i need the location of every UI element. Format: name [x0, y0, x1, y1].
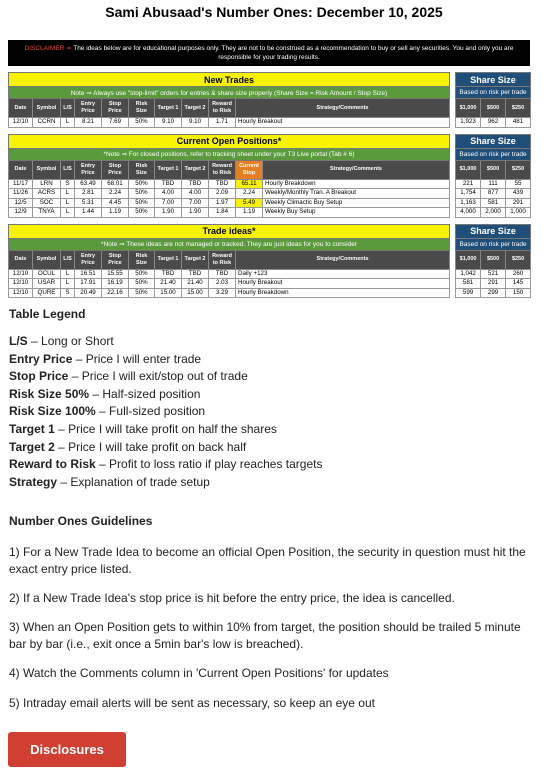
column-header: Stop Price [102, 99, 129, 118]
cell-share-s1000: 1,042 [456, 269, 481, 279]
page-title: Sami Abusaad's Number Ones: December 10, 2025 [105, 4, 443, 20]
cell-date: 12/5 [9, 198, 33, 208]
cell-t1: TBD [155, 179, 182, 189]
legend-heading: Table Legend [9, 307, 86, 321]
cell-share-s500: 877 [481, 189, 506, 199]
column-header-share: $250 [506, 160, 531, 179]
cell-t1: 7.00 [155, 198, 182, 208]
column-header-share: $1,000 [456, 250, 481, 269]
legend-definition: – Long or Short [27, 334, 114, 348]
cell-ls: S [61, 179, 75, 189]
cell-ls: L [61, 198, 75, 208]
cell-stop: 2.24 [102, 189, 129, 199]
column-header: Stop Price [102, 160, 129, 179]
cell-share-s1000: 1,923 [456, 118, 481, 128]
cell-t1: 4.00 [155, 189, 182, 199]
cell-share-s250: 260 [506, 269, 531, 279]
cell-share-s500: 962 [481, 118, 506, 128]
table-row [9, 189, 531, 199]
cell-share-s500: 299 [481, 288, 506, 298]
legend-term: Risk Size 100% [9, 404, 96, 419]
column-header-share: $250 [506, 99, 531, 118]
column-header: Target 1 [155, 250, 182, 269]
cell-date: 12/10 [9, 118, 33, 128]
legend-item [9, 456, 539, 474]
open_positions-title-row [9, 134, 531, 148]
cell-date: 11/26 [9, 189, 33, 199]
legend-term: Stop Price [9, 369, 69, 384]
legend-definition: – Full-sized position [95, 404, 206, 419]
legend-item [9, 386, 539, 404]
cell-t1: 15.00 [155, 288, 182, 298]
table-row [9, 288, 531, 298]
cell-stop: 7.69 [102, 118, 129, 128]
cell-rr: 3.29 [209, 288, 236, 298]
column-header-share: $1,000 [456, 99, 481, 118]
cell-risk: 50% [129, 118, 155, 128]
table-row [9, 198, 531, 208]
cell-stop: 16.19 [102, 279, 129, 289]
cell-rr: 2.03 [209, 279, 236, 289]
cell-risk: 50% [129, 279, 155, 289]
legend-term: Entry Price [9, 351, 73, 366]
cell-share-s250: 439 [506, 189, 531, 199]
column-header: Date [9, 160, 33, 179]
cell-risk: 50% [129, 208, 155, 218]
legend-term: Reward to Risk [9, 457, 96, 472]
cell-share-s500: 521 [481, 269, 506, 279]
column-header: Target 2 [182, 250, 209, 269]
legend-item [9, 421, 539, 439]
cell-ls: L [61, 269, 75, 279]
new_trades-header-row [9, 99, 531, 118]
cell-symbol: USAR [33, 279, 61, 289]
legend-definition: – Price I will take profit on back half [54, 439, 247, 454]
cell-t1: TBD [155, 269, 182, 279]
cell-share-s500: 2,000 [481, 208, 506, 218]
column-header: Symbol [33, 160, 61, 179]
column-header: L/S [61, 160, 75, 179]
trade_ideas-title-row [9, 224, 531, 238]
cell-entry: 16.51 [75, 269, 102, 279]
cell-t2: TBD [182, 179, 209, 189]
guideline-3: 3) When an Open Position gets to within 10% from target, the position should be trailed 5 minute bar by bar (i.e., exit once a 5min bar's low is breached). [9, 620, 521, 651]
cell-current-stop: 65.11 [236, 179, 263, 189]
disclosures-button[interactable]: Disclosures [8, 732, 126, 767]
new_trades-title: New Trades [9, 73, 450, 87]
cell-t2: 1.90 [182, 208, 209, 218]
column-header: Risk Size [129, 250, 155, 269]
column-header: Symbol [33, 250, 61, 269]
column-header-share: $500 [481, 250, 506, 269]
cell-share-s250: 291 [506, 198, 531, 208]
cell-share-s250: 481 [506, 118, 531, 128]
legend-item [9, 351, 539, 369]
legend-term: Target 2 [9, 439, 55, 454]
guidelines-heading: Number Ones Guidelines [9, 514, 153, 528]
cell-date: 12/10 [9, 288, 33, 298]
guideline-4: 4) Watch the Comments column in 'Current Open Positions' for updates [9, 666, 389, 680]
new_trades-share-size-label: Share Size [456, 73, 531, 87]
trade_ideas-share-basis: Based on risk per trade [456, 238, 531, 250]
cell-risk: 50% [129, 189, 155, 199]
cell-rr: 1.71 [209, 118, 236, 128]
legend-term: Risk Size 50% [9, 386, 90, 401]
disclaimer-label: DISCLAIMER ⇒ [24, 45, 72, 52]
cell-strategy: Hourly Breakdown [263, 179, 450, 189]
cell-share-s250: 1,000 [506, 208, 531, 218]
legend-definition: – Half-sized position [89, 386, 201, 401]
cell-symbol: CCRN [33, 118, 61, 128]
cell-share-s500: 581 [481, 198, 506, 208]
guideline-5: 5) Intraday email alerts will be sent as necessary, so keep an eye out [9, 696, 375, 710]
new_trades-title-row [9, 73, 531, 87]
legend-item [9, 403, 539, 421]
open_positions-header-row [9, 160, 531, 179]
table-row [9, 179, 531, 189]
cell-strategy: Weekly/Monthly Tran. A Breakout [263, 189, 450, 199]
cell-t1: 9.10 [155, 118, 182, 128]
legend-item [9, 333, 539, 351]
cell-ls: L [61, 118, 75, 128]
legend-definition: – Profit to loss ratio if play reaches targets [95, 457, 323, 472]
cell-symbol: OCUL [33, 269, 61, 279]
open_positions-share-basis: Based on risk per trade [456, 148, 531, 160]
cell-date: 12/10 [9, 279, 33, 289]
cell-stop: 1.19 [102, 208, 129, 218]
cell-entry: 17.91 [75, 279, 102, 289]
legend-definition: – Explanation of trade setup [57, 474, 210, 489]
cell-share-s1000: 1,163 [456, 198, 481, 208]
cell-current-stop: 1.19 [236, 208, 263, 218]
cell-share-s500: 111 [481, 179, 506, 189]
cell-share-s250: 150 [506, 288, 531, 298]
column-header: Entry Price [75, 99, 102, 118]
column-header: Entry Price [75, 250, 102, 269]
cell-share-s1000: 581 [456, 279, 481, 289]
cell-entry: 63.49 [75, 179, 102, 189]
cell-share-s500: 291 [481, 279, 506, 289]
table-row [9, 208, 531, 218]
column-header-strategy: Strategy/Comments [236, 99, 450, 118]
legend-definition: – Price I will take profit on half the shares [54, 421, 277, 436]
cell-ls: L [61, 279, 75, 289]
cell-share-s1000: 599 [456, 288, 481, 298]
legend-term: Target 1 [9, 421, 55, 436]
cell-date: 11/17 [9, 179, 33, 189]
cell-rr: 2.09 [209, 189, 236, 199]
column-header: Reward to Risk [209, 160, 236, 179]
trade_ideas-share-size-label: Share Size [456, 224, 531, 238]
cell-ls: L [61, 208, 75, 218]
cell-current-stop: 2.24 [236, 189, 263, 199]
column-header: Target 2 [182, 160, 209, 179]
column-header-strategy: Strategy/Comments [263, 160, 450, 179]
cell-t1: 21.40 [155, 279, 182, 289]
cell-stop: 22.16 [102, 288, 129, 298]
column-header: Target 1 [155, 99, 182, 118]
cell-t2: 9.10 [182, 118, 209, 128]
cell-strategy: Hourly Breakout [236, 118, 450, 128]
column-header: Reward to Risk [209, 250, 236, 269]
cell-symbol: QURE [33, 288, 61, 298]
column-header-strategy: Strategy/Comments [236, 250, 450, 269]
column-header: Risk Size [129, 160, 155, 179]
cell-date: 12/10 [9, 269, 33, 279]
cell-rr: TBD [209, 179, 236, 189]
cell-share-s250: 145 [506, 279, 531, 289]
trade_ideas-note-row [9, 238, 531, 250]
legend-item [9, 439, 539, 457]
disclaimer-banner [8, 40, 530, 66]
legend-item [9, 474, 539, 492]
column-header: Risk Size [129, 99, 155, 118]
new_trades-note-row [9, 87, 531, 99]
cell-entry: 8.21 [75, 118, 102, 128]
cell-rr: 1.84 [209, 208, 236, 218]
cell-share-s1000: 4,000 [456, 208, 481, 218]
cell-share-s1000: 1,754 [456, 189, 481, 199]
new_trades-share-basis: Based on risk per trade [456, 87, 531, 99]
trade_ideas-header-row [9, 250, 531, 269]
column-header: Reward to Risk [209, 99, 236, 118]
legend-definition: – Price I will enter trade [72, 351, 202, 366]
column-header: L/S [61, 250, 75, 269]
legend-term: Strategy [9, 474, 58, 489]
cell-strategy: Hourly Breakout [236, 279, 450, 289]
cell-strategy: Hourly Breakdown [236, 288, 450, 298]
column-header: Entry Price [75, 160, 102, 179]
cell-symbol: ACRS [33, 189, 61, 199]
cell-t1: 1.90 [155, 208, 182, 218]
cell-current-stop: 5.49 [236, 198, 263, 208]
column-header-share: $250 [506, 250, 531, 269]
trade_ideas-table [8, 224, 531, 299]
cell-entry: 5.31 [75, 198, 102, 208]
column-header: Target 2 [182, 99, 209, 118]
cell-entry: 1.44 [75, 208, 102, 218]
cell-strategy: Daily +123 [236, 269, 450, 279]
new_trades-note: Note ⇒ Always use "stop-limit" orders for entries & share size properly (Share Size = Risk Amount / Stop Size) [9, 87, 450, 99]
cell-symbol: SOC [33, 198, 61, 208]
cell-share-s1000: 221 [456, 179, 481, 189]
guideline-1: 1) For a New Trade Idea to become an official Open Position, the security in question must hit the exact entry price listed. [9, 545, 526, 576]
open_positions-note-row [9, 148, 531, 160]
open_positions-share-size-label: Share Size [456, 134, 531, 148]
cell-stop: 4.45 [102, 198, 129, 208]
open_positions-title: Current Open Positions* [9, 134, 450, 148]
table-legend [9, 307, 539, 491]
column-header-current-stop: Current Stop [236, 160, 263, 179]
cell-risk: 50% [129, 179, 155, 189]
column-header-share: $500 [481, 99, 506, 118]
column-header: Date [9, 250, 33, 269]
cell-stop: 68.01 [102, 179, 129, 189]
cell-risk: 50% [129, 198, 155, 208]
column-header: L/S [61, 99, 75, 118]
column-header-share: $500 [481, 160, 506, 179]
trade_ideas-title: Trade ideas* [9, 224, 450, 238]
cell-rr: TBD [209, 269, 236, 279]
cell-ls: L [61, 189, 75, 199]
cell-strategy: Weekly Buy Setup [263, 208, 450, 218]
cell-symbol: LRN [33, 179, 61, 189]
table-row [9, 118, 531, 128]
column-header: Stop Price [102, 250, 129, 269]
open_positions-note: *Note ⇒ For closed positions, refer to tracking sheet under your T3 Live portal (Tab # 6) [9, 148, 450, 160]
disclaimer-text: The ideas below are for educational purposes only. They are not to be construed as a recommendation to buy or sell any securities. You and only you are responsible for your trading results. [73, 45, 514, 61]
cell-share-s250: 55 [506, 179, 531, 189]
column-header: Symbol [33, 99, 61, 118]
legend-term: L/S [9, 334, 28, 348]
cell-entry: 20.49 [75, 288, 102, 298]
column-header-share: $1,000 [456, 160, 481, 179]
legend-definition: – Price I will exit/stop out of trade [68, 369, 248, 384]
cell-rr: 1.97 [209, 198, 236, 208]
table-row [9, 279, 531, 289]
new_trades-table [8, 72, 531, 128]
guideline-2: 2) If a New Trade Idea's stop price is hit before the entry price, the idea is cancelled. [9, 591, 455, 605]
cell-t2: 4.00 [182, 189, 209, 199]
cell-risk: 50% [129, 288, 155, 298]
open_positions-table [8, 134, 531, 218]
cell-strategy: Weekly Climactic Buy Setup [263, 198, 450, 208]
cell-stop: 15.55 [102, 269, 129, 279]
cell-t2: 15.00 [182, 288, 209, 298]
table-row [9, 269, 531, 279]
trade_ideas-note: *Note ⇒ These ideas are not managed or tracked. They are just ideas for you to consider [9, 238, 450, 250]
cell-risk: 50% [129, 269, 155, 279]
cell-entry: 2.81 [75, 189, 102, 199]
legend-item [9, 368, 539, 386]
cell-symbol: TNYA [33, 208, 61, 218]
column-header: Date [9, 99, 33, 118]
cell-t2: 21.40 [182, 279, 209, 289]
cell-date: 12/9 [9, 208, 33, 218]
number-ones-sheet [8, 40, 530, 298]
cell-ls: S [61, 288, 75, 298]
cell-t2: 7.00 [182, 198, 209, 208]
cell-t2: TBD [182, 269, 209, 279]
column-header: Target 1 [155, 160, 182, 179]
